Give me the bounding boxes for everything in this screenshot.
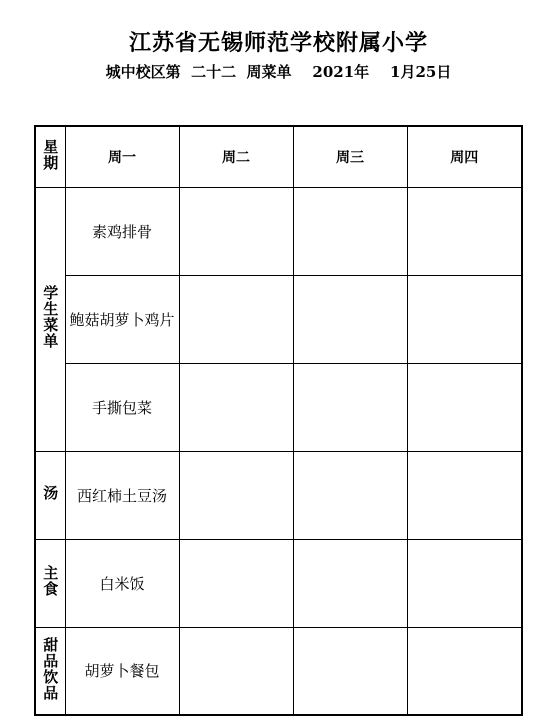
empty-cell <box>293 451 407 539</box>
table-row <box>35 539 522 627</box>
dish-cell <box>65 363 179 451</box>
section-label-staple: 主食 <box>41 565 60 597</box>
day-header-wed: 周三 <box>293 126 407 187</box>
empty-cell <box>179 451 293 539</box>
empty-cell <box>407 187 522 275</box>
table-row <box>35 451 522 539</box>
dish-name: 手撕包菜 <box>91 398 152 417</box>
dish-name: 西红柿土豆汤 <box>76 486 167 505</box>
section-label-soup: 汤 <box>41 485 60 501</box>
table-row <box>35 187 522 275</box>
header-row <box>35 126 522 187</box>
day-header-mon: 周一 <box>65 126 179 187</box>
empty-cell <box>179 627 293 715</box>
dish-name: 鲍菇胡萝卜鸡片 <box>69 310 175 329</box>
dish-cell <box>65 539 179 627</box>
dish-cell <box>65 275 179 363</box>
corner-cell <box>35 126 65 187</box>
table-row <box>35 275 522 363</box>
empty-cell <box>407 451 522 539</box>
dish-name: 白米饭 <box>99 574 145 593</box>
section-label-cell <box>35 187 65 451</box>
empty-cell <box>179 187 293 275</box>
empty-cell <box>293 363 407 451</box>
table-row <box>35 363 522 451</box>
day-header-tue: 周二 <box>179 126 293 187</box>
dish-cell <box>65 451 179 539</box>
day-header-thu: 周四 <box>407 126 522 187</box>
empty-cell <box>293 627 407 715</box>
empty-cell <box>407 363 522 451</box>
dish-cell <box>65 627 179 715</box>
menu-title: 江苏省无锡师范学校附属小学 <box>128 30 428 56</box>
empty-cell <box>407 275 522 363</box>
section-label-student-menu: 学生菜单 <box>41 285 60 349</box>
empty-cell <box>293 187 407 275</box>
dish-name: 胡萝卜餐包 <box>84 662 160 681</box>
section-label-cell <box>35 627 65 715</box>
empty-cell <box>293 539 407 627</box>
dish-cell <box>65 187 179 275</box>
dish-name: 素鸡排骨 <box>91 222 152 241</box>
empty-cell <box>179 363 293 451</box>
empty-cell <box>407 627 522 715</box>
weekly-menu-table <box>34 125 523 716</box>
section-label-dessert-drink: 甜品饮品 <box>41 636 60 701</box>
section-label-cell <box>35 539 65 627</box>
empty-cell <box>407 539 522 627</box>
table-row <box>35 627 522 715</box>
menu-subtitle: 城中校区第 二十二 周菜单 2021年 1月25日 <box>105 63 452 81</box>
section-label-cell <box>35 451 65 539</box>
weekday-corner-label: 星期 <box>41 138 60 171</box>
empty-cell <box>179 275 293 363</box>
empty-cell <box>179 539 293 627</box>
empty-cell <box>293 275 407 363</box>
